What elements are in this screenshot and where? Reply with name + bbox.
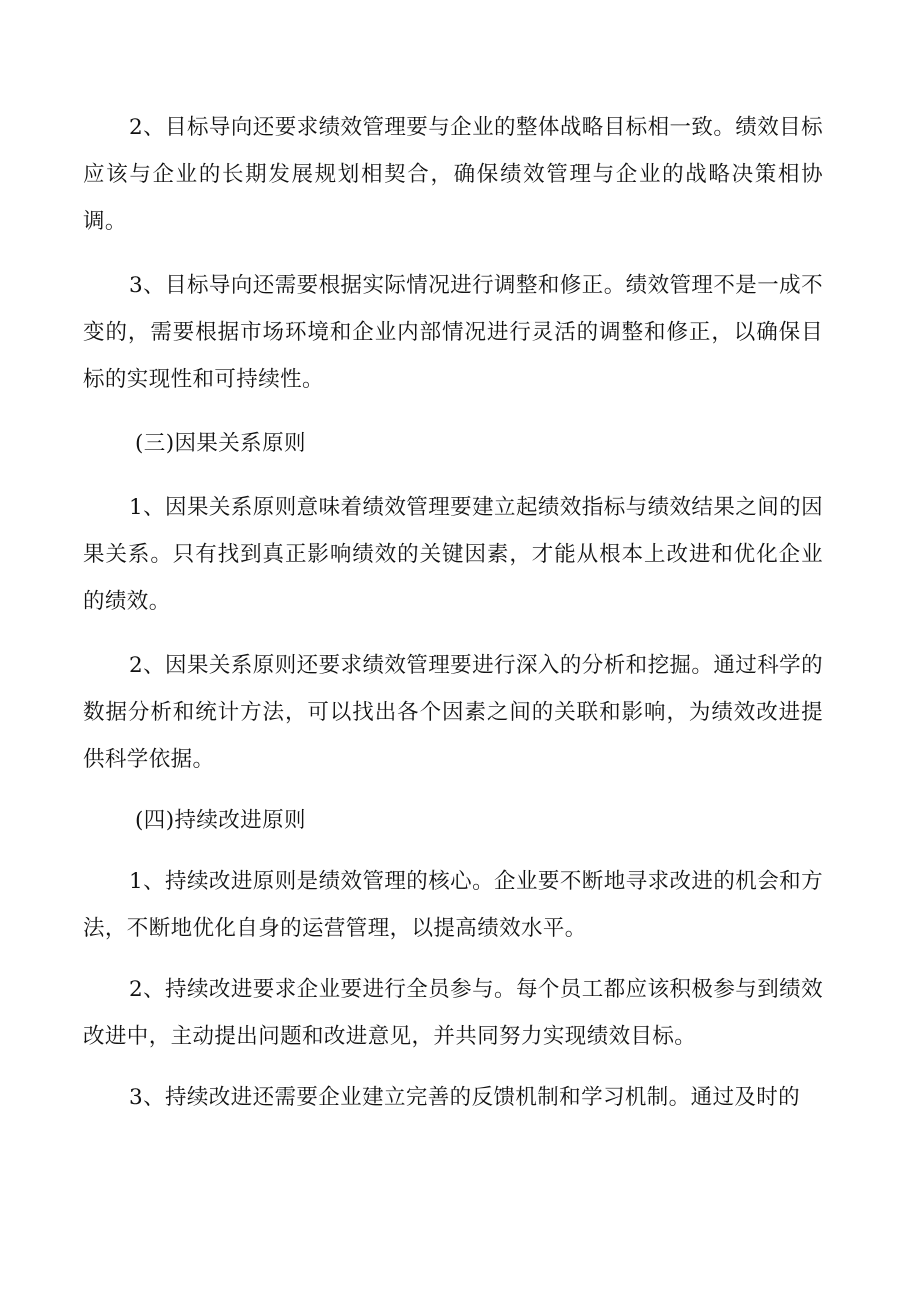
document-page	[83, 104, 823, 1121]
paragraph-goal-3: 3、目标导向还需要根据实际情况进行调整和修正。绩效管理不是一成不变的，需要根据市场环境和企业内部情况进行灵活的调整和修正，以确保目标的实现性和可持续性。	[83, 273, 823, 392]
paragraph-improvement-3: 3、持续改进还需要企业建立完善的反馈机制和学习机制。通过及时的	[129, 1085, 801, 1110]
section-heading-causality: (三)因果关系原则	[135, 431, 306, 456]
paragraph-causality-2: 2、因果关系原则还要求绩效管理要进行深入的分析和挖掘。通过科学的数据分析和统计方法，可以找出各个因素之间的关联和影响，为绩效改进提供科学依据。	[83, 653, 823, 772]
paragraph-improvement-1: 1、持续改进原则是绩效管理的核心。企业要不断地寻求改进的机会和方法，不断地优化自身的运营管理，以提高绩效水平。	[83, 869, 823, 941]
paragraph-causality-1: 1、因果关系原则意味着绩效管理要建立起绩效指标与绩效结果之间的因果关系。只有找到真正影响绩效的关键因素，才能从根本上改进和优化企业的绩效。	[83, 495, 823, 614]
section-heading-continuous-improvement: (四)持续改进原则	[135, 808, 306, 833]
paragraph-goal-2: 2、目标导向还要求绩效管理要与企业的整体战略目标相一致。绩效目标应该与企业的长期发展规划相契合，确保绩效管理与企业的战略决策相协调。	[83, 115, 823, 234]
paragraph-improvement-2: 2、持续改进要求企业要进行全员参与。每个员工都应该积极参与到绩效改进中，主动提出问题和改进意见，并共同努力实现绩效目标。	[83, 977, 823, 1049]
